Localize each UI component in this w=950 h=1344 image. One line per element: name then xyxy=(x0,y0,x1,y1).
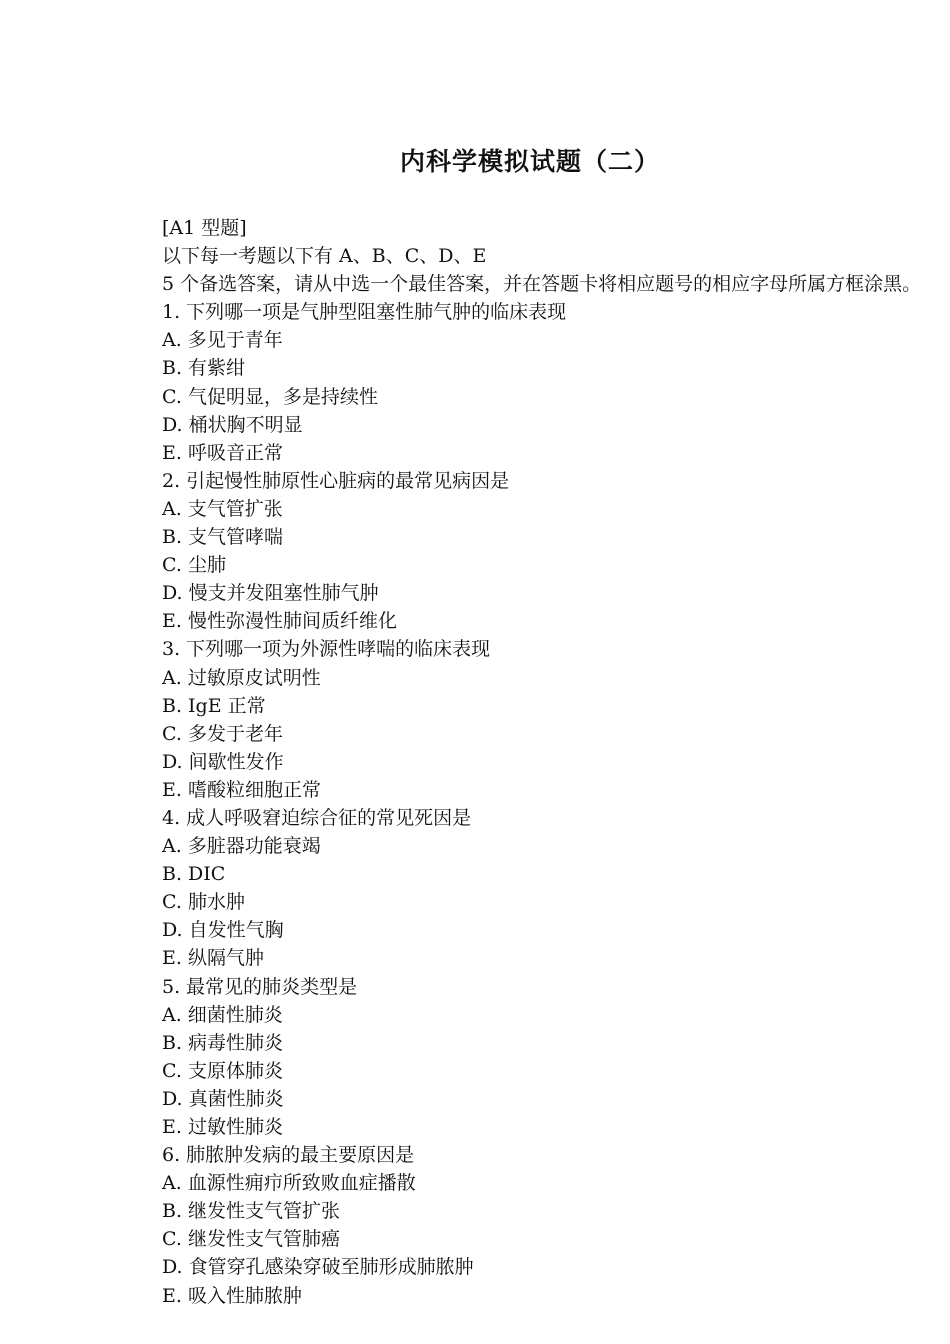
option-d: D. 桶状胸不明显 xyxy=(162,413,303,436)
option-c: C. 多发于老年 xyxy=(162,722,283,745)
option-c: C. 肺水肿 xyxy=(162,891,245,914)
option-d: D. 真菌性肺炎 xyxy=(162,1087,284,1110)
instruction-line-2: 5 个备选答案，请从中选一个最佳答案，并在答题卡将相应题号的相应字母所属方框涂黑。 xyxy=(162,273,922,296)
option-a: A. 支气管扩张 xyxy=(162,497,283,520)
option-c: C. 支原体肺炎 xyxy=(162,1059,283,1082)
question-4 xyxy=(162,804,922,973)
option-d: D. 食管穿孔感染穿破至肺形成肺脓肿 xyxy=(162,1256,474,1279)
option-d: D. 慢支并发阻塞性肺气肿 xyxy=(162,582,379,605)
option-b: B. IgE 正常 xyxy=(162,694,266,717)
option-e: E. 纵隔气肿 xyxy=(162,947,264,970)
page-title: 内科学模拟试题（二） xyxy=(399,147,660,176)
option-e: E. 过敏性肺炎 xyxy=(162,1116,283,1138)
question-stem: 3. 下列哪一项为外源性哮喘的临床表现 xyxy=(162,638,491,661)
option-e: E. 嗜酸粒细胞正常 xyxy=(162,778,321,801)
question-1 xyxy=(162,298,922,467)
instruction-line-1: 以下每一考题以下有 A、B、C、D、E xyxy=(162,245,487,268)
option-a: A. 血源性痈疖所致败血症播散 xyxy=(162,1172,416,1195)
option-c: C. 继发性支气管肺癌 xyxy=(162,1228,340,1251)
section-heading: [A1 型题] xyxy=(162,217,247,239)
option-a: A. 多见于青年 xyxy=(162,329,283,352)
option-b: B. DIC xyxy=(162,863,226,886)
question-3 xyxy=(162,635,922,804)
option-e: E. 慢性弥漫性肺间质纤维化 xyxy=(162,610,397,633)
question-2 xyxy=(162,467,922,636)
option-b: B. 病毒性肺炎 xyxy=(162,1031,284,1054)
question-stem: 2. 引起慢性肺原性心脏病的最常见病因是 xyxy=(162,469,510,492)
question-6 xyxy=(162,1141,922,1310)
exam-content xyxy=(162,214,922,1310)
option-a: A. 多脏器功能衰竭 xyxy=(162,835,321,858)
question-stem: 4. 成人呼吸窘迫综合征的常见死因是 xyxy=(162,806,472,829)
option-e: E. 吸入性肺脓肿 xyxy=(162,1284,302,1307)
option-a: A. 细菌性肺炎 xyxy=(162,1003,283,1026)
question-5 xyxy=(162,973,922,1142)
option-b: B. 有紫绀 xyxy=(162,357,246,380)
question-stem: 6. 肺脓肿发病的最主要原因是 xyxy=(162,1144,415,1167)
question-stem: 5. 最常见的肺炎类型是 xyxy=(162,975,358,998)
option-c: C. 气促明显，多是持续性 xyxy=(162,385,378,408)
option-e: E. 呼吸音正常 xyxy=(162,441,283,464)
option-b: B. 继发性支气管扩张 xyxy=(162,1200,341,1223)
option-c: C. 尘肺 xyxy=(162,554,226,577)
option-d: D. 自发性气胸 xyxy=(162,919,284,942)
option-b: B. 支气管哮喘 xyxy=(162,526,284,549)
question-stem: 1. 下列哪一项是气肿型阻塞性肺气肿的临床表现 xyxy=(162,301,567,324)
option-a: A. 过敏原皮试明性 xyxy=(162,666,321,689)
option-d: D. 间歇性发作 xyxy=(162,750,284,773)
